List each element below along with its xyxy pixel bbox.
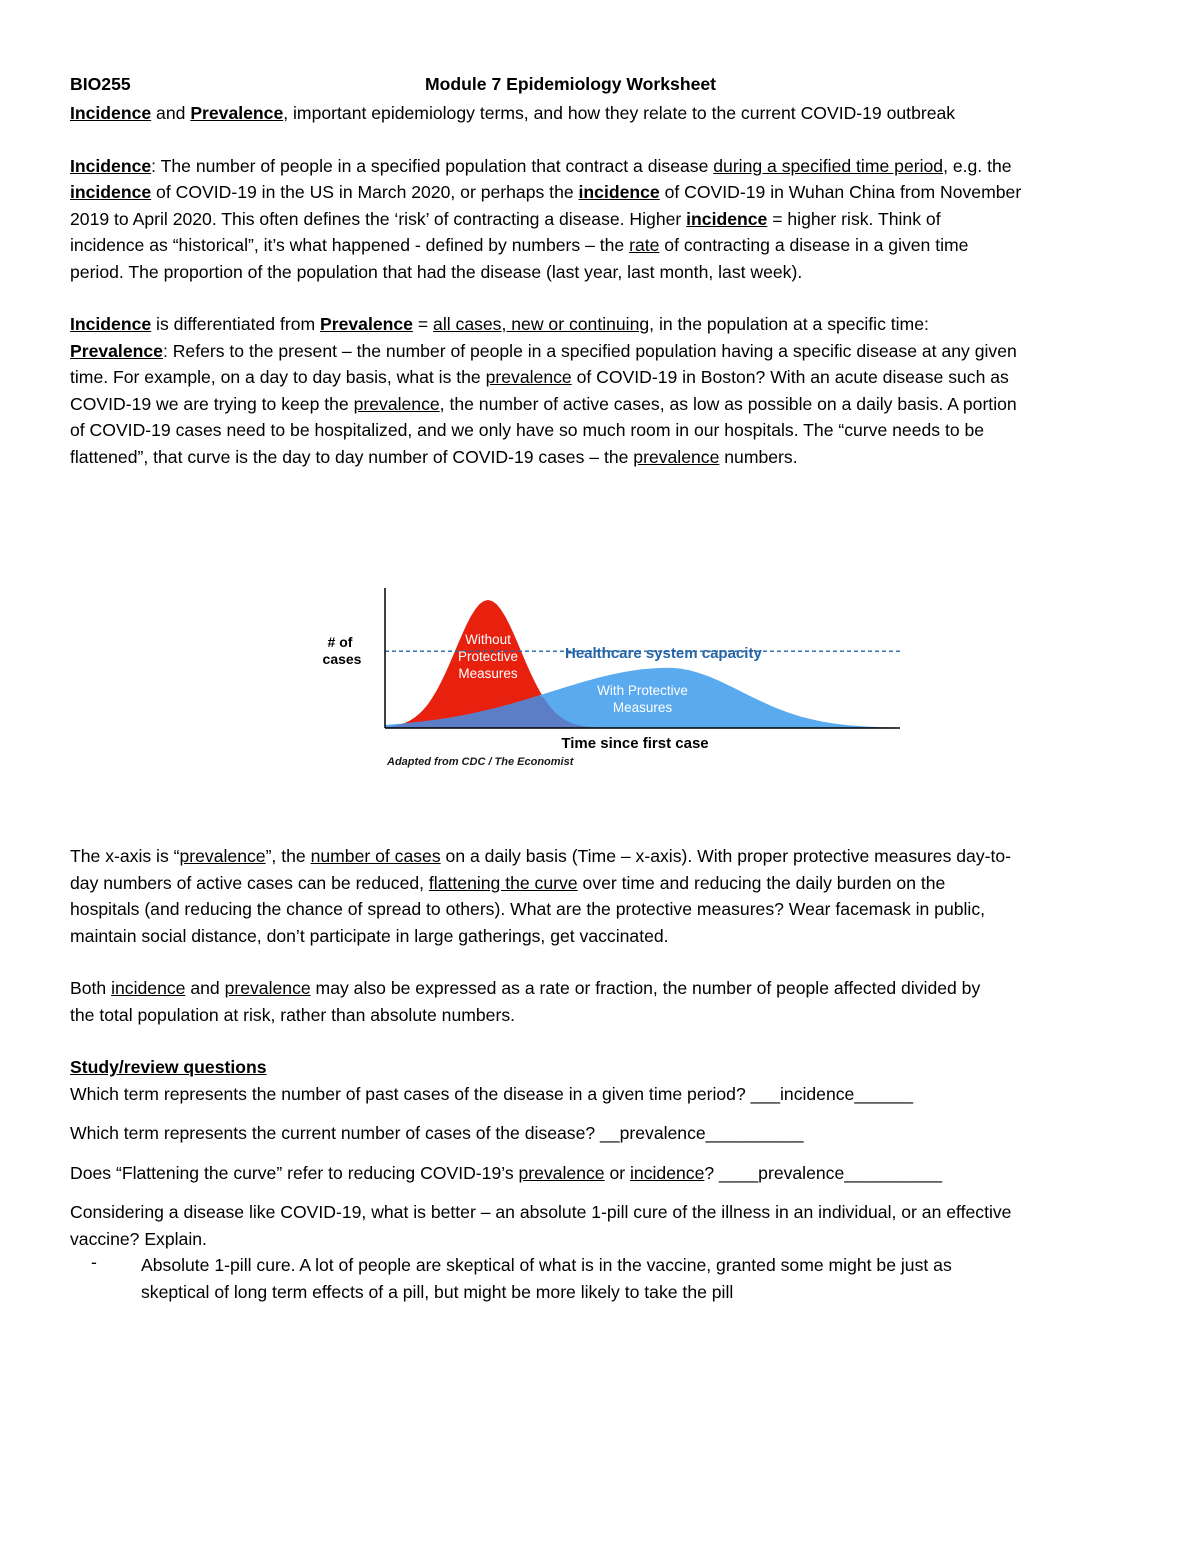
question-4: Considering a disease like COVID-19, what is better – an absolute 1-pill cure of the illness in an individual, or an effective xyxy=(70,1202,1012,1222)
underlined-text: incidence xyxy=(111,978,186,998)
series-label: With Protective xyxy=(597,683,688,698)
intro-line xyxy=(70,100,1132,127)
term-prevalence: Prevalence xyxy=(70,340,163,361)
series-label: Without xyxy=(465,632,511,647)
underlined-text: incidence xyxy=(630,1162,705,1183)
term-incidence: Incidence xyxy=(70,103,152,123)
question-3 xyxy=(70,1160,1132,1187)
list-dash: - xyxy=(91,1252,97,1272)
text: hospitals (and reducing the chance of spread to others). What are the protective measures? Wear facemask in public, xyxy=(70,899,986,919)
underlined-text: prevalence xyxy=(224,978,311,998)
question-2: Which term represents the current number of cases of the disease? __prevalence__________ xyxy=(70,1123,804,1143)
underlined-text: rate xyxy=(629,235,660,255)
text: or xyxy=(604,1162,631,1183)
series-label: Measures xyxy=(458,666,518,681)
text: : The number of people in a specified population that contract a disease xyxy=(151,155,714,176)
document-header xyxy=(70,74,1132,100)
study-heading: Study/review questions xyxy=(70,1057,267,1077)
text: 2019 to April 2020. This often defines the ‘risk’ of contracting a disease. Higher xyxy=(70,208,687,229)
text: on a daily basis (Time – x-axis). With proper protective measures day-to- xyxy=(440,846,1012,866)
text: ”, the xyxy=(265,846,311,866)
term-prevalence: Prevalence xyxy=(190,103,284,123)
x-axis-label: Time since first case xyxy=(561,735,709,752)
text: = xyxy=(412,314,434,334)
term-prevalence: Prevalence xyxy=(320,314,413,334)
intro-rest: , important epidemiology terms, and how they relate to the current COVID-19 outbreak xyxy=(283,103,956,123)
text: flattened”, that curve is the day to day number of COVID-19 cases – the xyxy=(70,446,634,467)
prevalence-paragraph xyxy=(70,311,1132,470)
series-label: Measures xyxy=(612,700,673,715)
text: ? ____prevalence__________ xyxy=(704,1162,943,1183)
text: of COVID-19 cases need to be hospitalized, and we only have so much room in our hospitals. The “curve needs to be xyxy=(70,420,985,440)
xaxis-paragraph xyxy=(70,843,1132,949)
underlined-text: flattening the curve xyxy=(428,872,578,893)
text: of COVID-19 in the US in March 2020, or perhaps the xyxy=(151,182,579,202)
text: = higher risk. Think of xyxy=(767,208,941,229)
series-label: Protective xyxy=(457,649,519,664)
text: , in the population at a specific time: xyxy=(649,314,929,334)
rate-paragraph xyxy=(70,975,1132,1028)
text: day numbers of active cases can be reduced, xyxy=(70,872,429,893)
text: of contracting a disease in a given time xyxy=(659,235,969,255)
underlined-text: prevalence xyxy=(485,367,572,387)
text: , e.g. the xyxy=(943,155,1012,176)
text: , the number of active cases, as low as possible on a daily basis. A portion xyxy=(439,393,1017,414)
text: Does “Flattening the curve” refer to reducing COVID-19’s xyxy=(70,1162,519,1183)
text: over time and reducing the daily burden on the xyxy=(577,872,946,893)
underlined-text: prevalence xyxy=(633,446,720,467)
term-incidence: incidence xyxy=(578,182,660,202)
underlined-text: all cases, new or continuing xyxy=(433,314,650,334)
text: is differentiated from xyxy=(151,314,321,334)
flatten-curve-figure xyxy=(300,580,920,780)
term-incidence: Incidence xyxy=(70,314,152,334)
text: period. The proportion of the population that had the disease (last year, last month, last week). xyxy=(70,261,803,282)
text: COVID-19 we are trying to keep the xyxy=(70,393,354,414)
text: : Refers to the present – the number of people in a specified population having a specific disease at any given xyxy=(162,340,1017,361)
text: of COVID-19 in Boston? With an acute disease such as xyxy=(571,367,1009,387)
y-axis-label: # of xyxy=(327,634,353,650)
text: time. For example, on a day to day basis, what is the xyxy=(70,367,486,387)
text: the total population at risk, rather than absolute numbers. xyxy=(70,1004,515,1025)
incidence-paragraph xyxy=(70,153,1132,286)
term-incidence: Incidence xyxy=(70,155,152,176)
chart-svg xyxy=(300,580,920,780)
capacity-label: Healthcare system capacity xyxy=(565,645,762,662)
question-4-cont: vaccine? Explain. xyxy=(70,1228,207,1249)
y-axis-label: cases xyxy=(322,651,362,667)
text: of COVID-19 in Wuhan China from November xyxy=(659,182,1022,202)
underlined-text: prevalence xyxy=(179,846,266,866)
answer-list-item xyxy=(70,1252,1132,1305)
study-questions xyxy=(70,1054,1132,1305)
text: Both xyxy=(70,978,112,998)
answer-text: skeptical of long term effects of a pill, but might be more likely to take the pill xyxy=(141,1281,734,1302)
text: incidence as “historical”, it’s what happened - defined by numbers – the xyxy=(70,235,630,255)
text: and xyxy=(185,978,225,998)
text: maintain social distance, don’t participate in large gatherings, get vaccinated. xyxy=(70,925,669,946)
text: may also be expressed as a rate or fraction, the number of people affected divided by xyxy=(310,978,981,998)
underlined-text: during a specified time period xyxy=(713,155,944,176)
answer-text: Absolute 1-pill cure. A lot of people are skeptical of what is in the vaccine, granted some might be just as xyxy=(141,1255,952,1275)
underlined-text: number of cases xyxy=(310,846,441,866)
underlined-text: prevalence xyxy=(353,393,440,414)
question-1: Which term represents the number of past cases of the disease in a given time period? ___incidence______ xyxy=(70,1083,914,1104)
text: numbers. xyxy=(719,446,798,467)
course-code: BIO255 xyxy=(70,74,131,94)
intro-and: and xyxy=(151,103,191,123)
page-title: Module 7 Epidemiology Worksheet xyxy=(425,74,716,94)
text: The x-axis is “ xyxy=(70,846,180,866)
term-incidence: incidence xyxy=(70,182,152,202)
source-note: Adapted from CDC / The Economist xyxy=(387,756,574,768)
term-incidence: incidence xyxy=(686,208,768,229)
underlined-text: prevalence xyxy=(518,1162,605,1183)
